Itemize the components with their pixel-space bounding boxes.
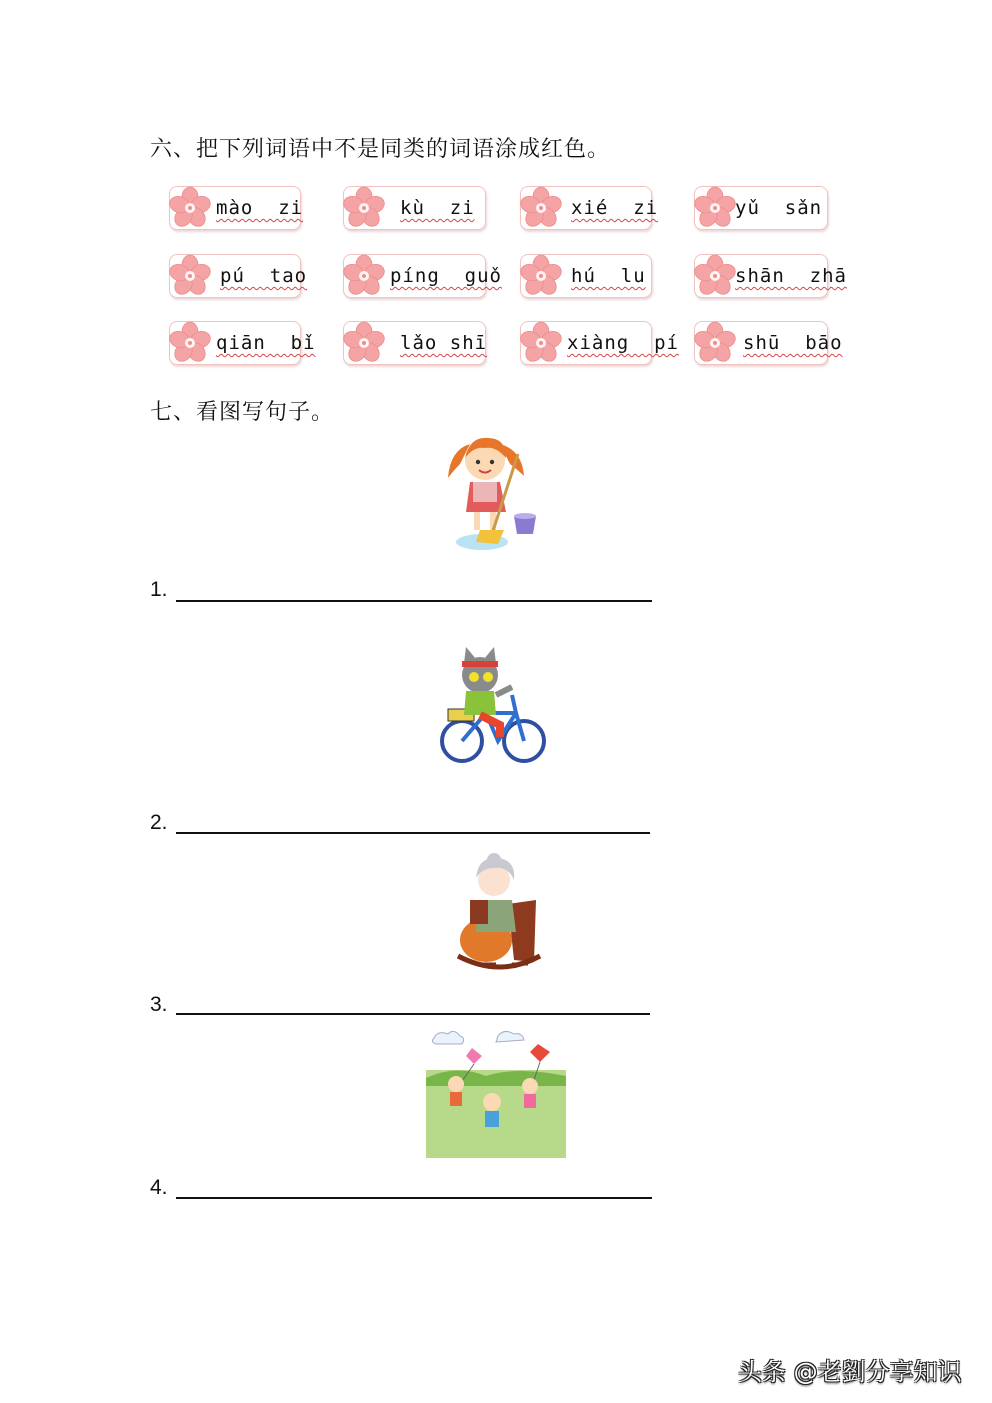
- flower-icon: [693, 321, 737, 365]
- answer-line[interactable]: [176, 832, 650, 834]
- word-card[interactable]: [343, 321, 486, 365]
- pinyin-word: shū bāo: [743, 332, 843, 354]
- pinyin-word: qiān bǐ: [216, 332, 316, 354]
- girl-mopping-picture: [440, 430, 550, 560]
- word-card[interactable]: [520, 254, 652, 298]
- word-card[interactable]: [694, 186, 828, 230]
- pinyin-word: hú lu: [571, 265, 646, 287]
- flower-icon: [342, 254, 386, 298]
- word-card[interactable]: [169, 321, 316, 365]
- flower-icon: [342, 186, 386, 230]
- word-card[interactable]: [520, 321, 679, 365]
- word-card[interactable]: [169, 254, 308, 298]
- pinyin-word: kù zi: [400, 197, 475, 219]
- pinyin-word: shān zhā: [735, 265, 847, 287]
- pinyin-word: xié zi: [571, 197, 659, 219]
- answer-line[interactable]: [176, 1197, 652, 1199]
- pinyin-word: lǎo shī: [400, 332, 488, 354]
- flower-icon: [693, 186, 737, 230]
- question-number: 1.: [150, 578, 168, 601]
- pinyin-word: pú tao: [220, 265, 308, 287]
- word-card[interactable]: [169, 186, 304, 230]
- flower-icon: [693, 254, 737, 298]
- flower-icon: [168, 186, 212, 230]
- section6-title: 六、把下列词语中不是同类的词语涂成红色。: [150, 137, 611, 162]
- word-card[interactable]: [694, 321, 843, 365]
- kids-flying-kites-picture: [426, 1030, 566, 1158]
- word-card[interactable]: [694, 254, 847, 298]
- pinyin-word: yǔ sǎn: [735, 197, 823, 219]
- flower-icon: [342, 321, 386, 365]
- cat-cycling-picture: [420, 625, 575, 780]
- flower-icon: [168, 321, 212, 365]
- pinyin-word: píng guǒ: [390, 265, 502, 287]
- pinyin-word: xiàng pí: [567, 332, 679, 354]
- flower-icon: [519, 186, 563, 230]
- watermark: 头条 @老劉分享知识: [738, 1358, 962, 1386]
- section7-title: 七、看图写句子。: [150, 400, 335, 425]
- question-number: 4.: [150, 1176, 168, 1199]
- grandma-rocking-chair-picture: [450, 852, 545, 977]
- pinyin-word: mào zi: [216, 197, 304, 219]
- answer-line[interactable]: [176, 600, 652, 602]
- flower-icon: [519, 254, 563, 298]
- flower-icon: [519, 321, 563, 365]
- word-card-grid: [163, 186, 847, 371]
- word-card[interactable]: [343, 186, 486, 230]
- word-card[interactable]: [343, 254, 502, 298]
- answer-line[interactable]: [176, 1013, 650, 1015]
- word-card[interactable]: [520, 186, 659, 230]
- question-number: 2.: [150, 811, 168, 834]
- question-number: 3.: [150, 993, 168, 1016]
- flower-icon: [168, 254, 212, 298]
